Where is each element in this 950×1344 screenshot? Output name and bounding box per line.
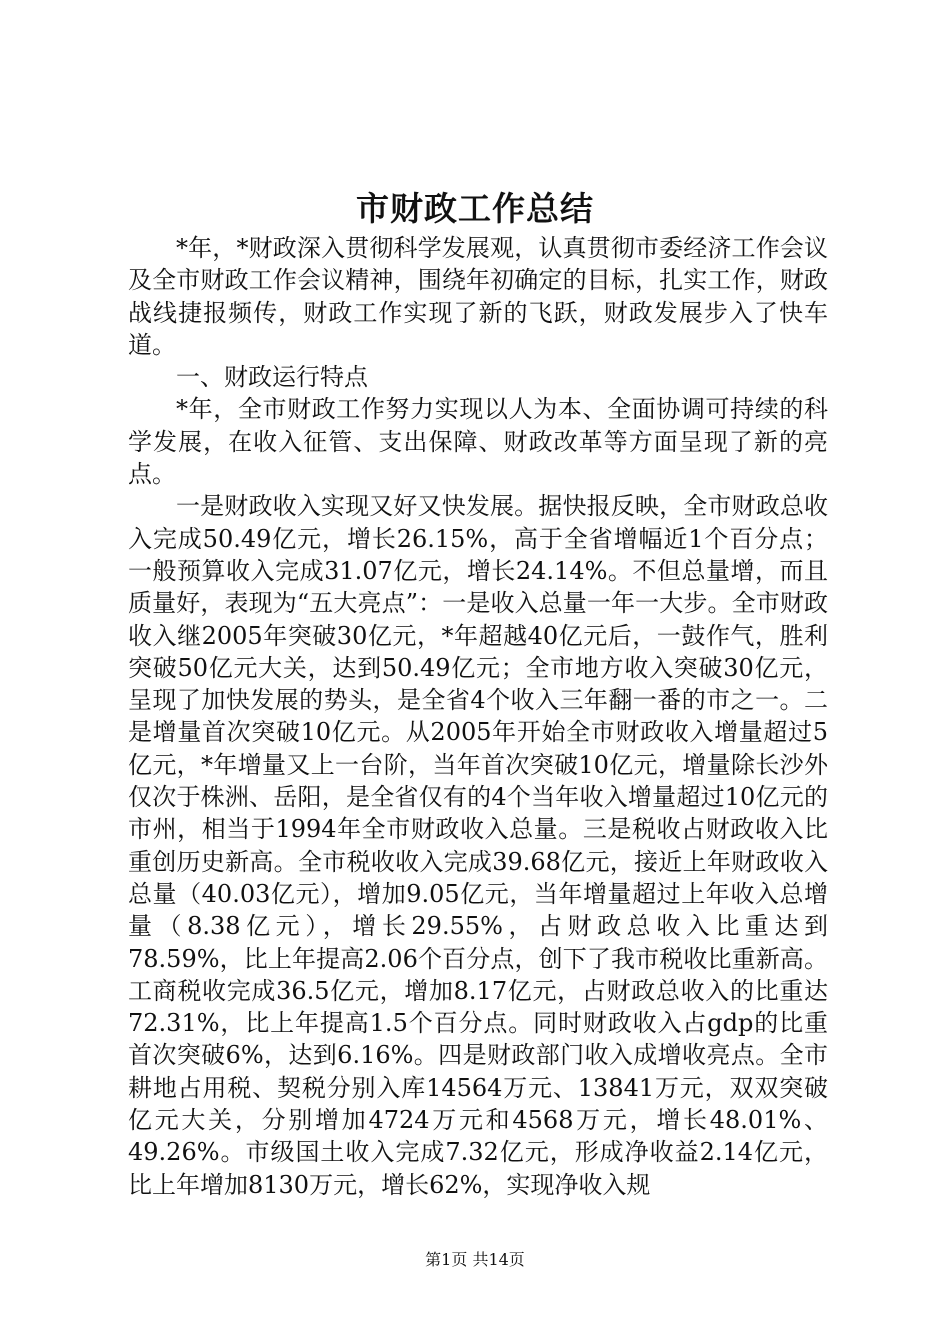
revenue-paragraph: 一是财政收入实现又好又快发展。据快报反映，全市财政总收入完成50.49亿元，增长26.15%，高于全省增幅近1个百分点；一般预算收入完成31.07亿元，增长24.14%。不但总量增，而且质量好，表现为“五大亮点”：一是收入总量一年一大步。全市财政收入继2005年突破30亿元，*年超越40亿元后，一鼓作气，胜利突破50亿元大关，达到50.49亿元；全市地方收入突破30亿元，呈现了加快发展的势头，是全省4个收入三年翻一番的市之一。二是增量首次突破10亿元。从2005年开始全市财政收入增量超过5亿元，*年增量又上一台阶，当年首次突破10亿元，增量除长沙外仅次于株洲、岳阳，是全省仅有的4个当年收入增量超过10亿元的市州，相当于1994年全市财政收入总量。三是税收占财政收入比重创历史新高。全市税收收入完成39.68亿元，接近上年财政收入总量（40.03亿元），增加9.05亿元，当年增量超过上年收入总增量（8.38亿元），增长29.55%，占财政总收入比重达到78.59%，比上年提高2.06个百分点，创下了我市税收比重新高。工商税收完成36.5亿元，增加8.17亿元，占财政总收入的比重达72.31%，比上年提高1.5个百分点。同时财政收入占gdp的比重首次突破6%，达到6.16%。四是财政部门收入成增收亮点。全市耕地占用税、契税分别入库14564万元、13841万元，双双突破亿元大关，分别增加4724万元和4568万元，增长48.01%、49.26%。市级国土收入完成7.32亿元，形成净收益2.14亿元，比上年增加8130万元，增长62%，实现净收入规 (128, 492, 828, 1199)
overview-paragraph: *年，全市财政工作努力实现以人为本、全面协调可持续的科学发展，在收入征管、支出保障、财政改革等方面呈现了新的亮点。 (128, 395, 828, 489)
document-body (128, 232, 828, 1201)
page-footer: 第1页 共14页 (425, 1250, 525, 1269)
section-heading: 一、财政运行特点 (176, 363, 368, 392)
document-title: 市财政工作总结 (356, 189, 594, 228)
intro-paragraph: *年，*财政深入贯彻科学发展观，认真贯彻市委经济工作会议及全市财政工作会议精神，围绕年初确定的目标，扎实工作，财政战线捷报频传，财政工作实现了新的飞跃，财政发展步入了快车道。 (128, 234, 828, 359)
